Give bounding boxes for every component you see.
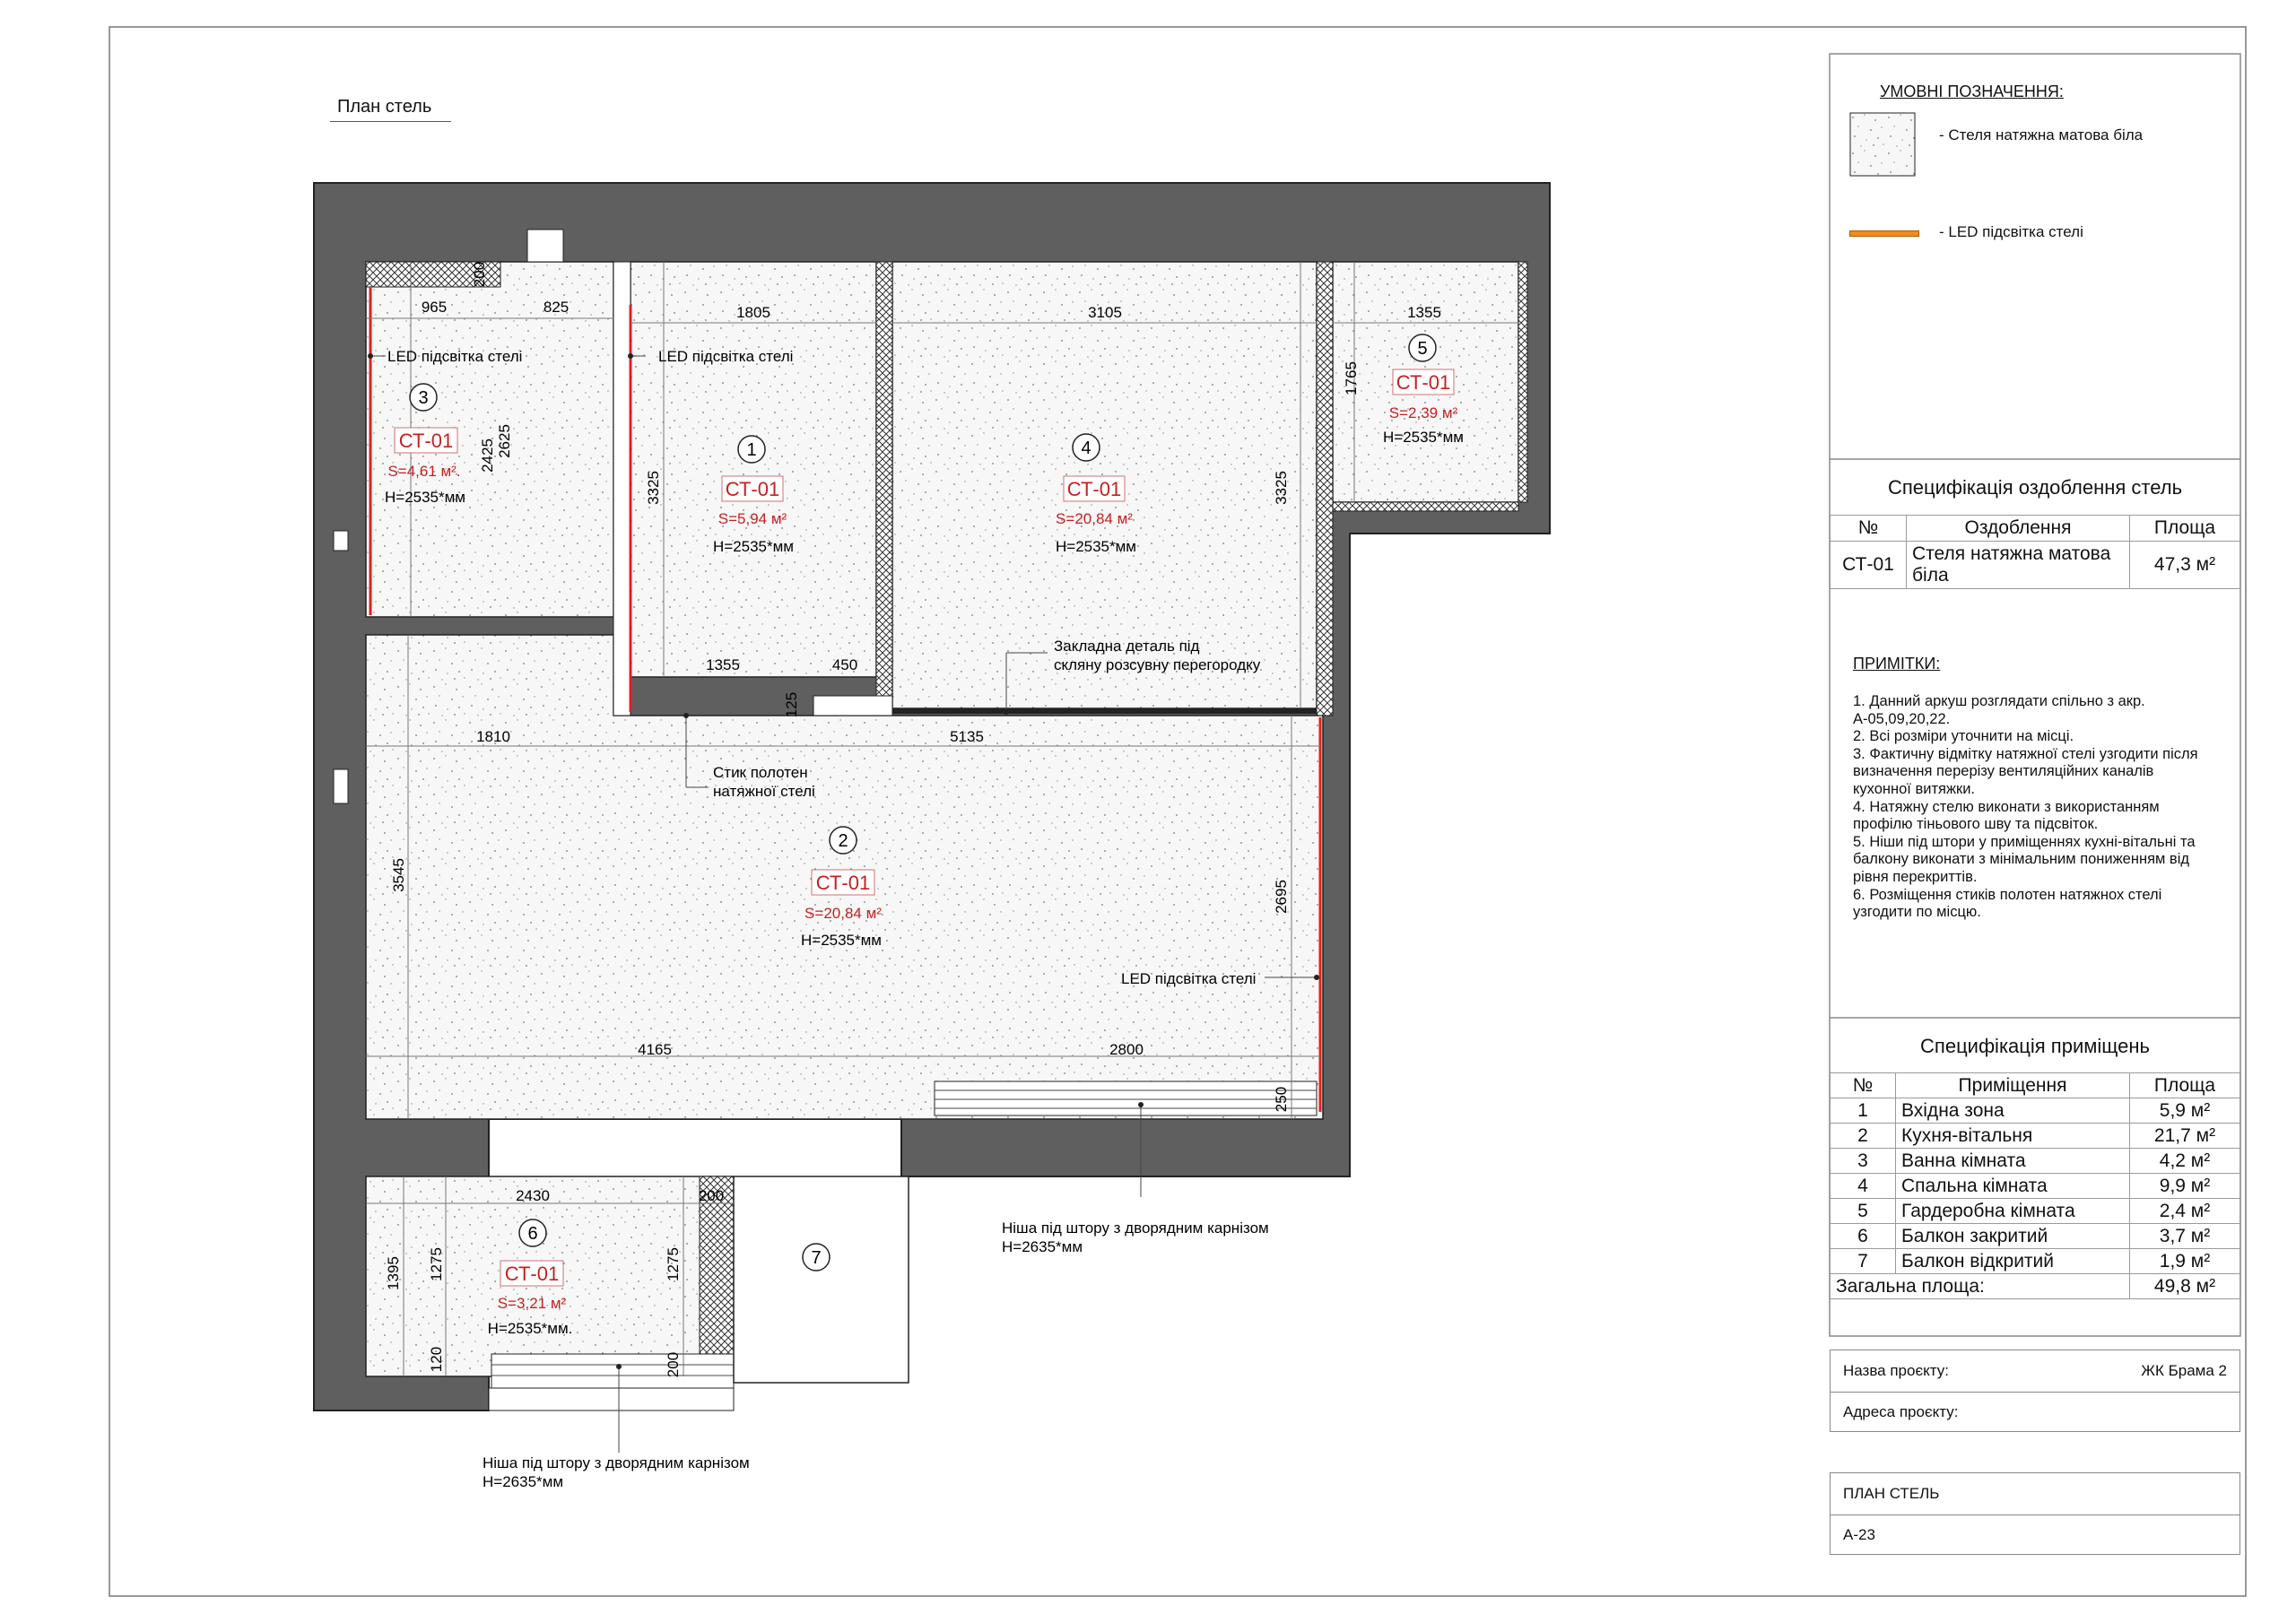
led-annotation: LED підсвітка стелі <box>387 348 523 365</box>
dim-label: 2425 <box>479 438 496 473</box>
led-annotation: LED підсвітка стелі <box>1121 970 1257 987</box>
dim-label: 2800 <box>1109 1041 1144 1058</box>
note-line: узгодити по місцю. <box>1853 904 1981 921</box>
room-3-area: S=4,61 м². <box>387 463 461 480</box>
title-block-project <box>1830 1350 2240 1432</box>
table-row <box>1831 1249 2240 1274</box>
dim-label: 2695 <box>1273 880 1290 914</box>
note-line: профілю тіньового шву та підсвіток. <box>1853 816 2099 833</box>
dim-label: 1805 <box>736 304 770 321</box>
room-6-number: 6 <box>527 1224 538 1244</box>
dim-label: 200 <box>471 261 488 288</box>
room-1-area: S=5,94 м² <box>718 510 787 527</box>
finish-spec-table <box>1830 515 2240 589</box>
table-row-total <box>1831 1274 2240 1299</box>
embed-annotation-line-1: Закладна деталь під <box>1054 638 1200 655</box>
room-spec-title: Специфікація приміщень <box>1920 1035 2150 1057</box>
dim-label: 1355 <box>1407 304 1441 321</box>
room-spec-cell: Балкон відкритий <box>1896 1249 2130 1274</box>
dim-label: 1765 <box>1343 361 1360 395</box>
room-spec-cell: 4 <box>1831 1174 1896 1199</box>
dim-label: 200 <box>665 1351 682 1378</box>
address-label: Адреса проєкту: <box>1843 1403 1959 1420</box>
joint-annotation-line-1: Стик полотен <box>713 764 808 781</box>
finish-spec-header: № <box>1831 516 1907 542</box>
dim-label: 1275 <box>428 1247 445 1281</box>
room-6-area: S=3,21 м² <box>497 1295 567 1312</box>
dim-label: 5135 <box>950 728 984 745</box>
legend-heading: УМОВНІ ПОЗНАЧЕННЯ: <box>1880 82 2064 100</box>
room-spec-total-label: Загальна площа: <box>1831 1274 2130 1299</box>
room-spec-header: Приміщення <box>1896 1073 2130 1098</box>
finish-spec <box>1830 473 2240 589</box>
dim-label: 120 <box>428 1346 445 1373</box>
note-line: 2. Всі розміри уточнити на місці. <box>1853 728 2074 745</box>
room-spec-total-value: 49,8 м² <box>2130 1274 2240 1299</box>
room-spec-cell: Спальна кімната <box>1896 1174 2130 1199</box>
finish-spec-cell: Стеля натяжна матова біла <box>1907 542 2130 589</box>
dim-label: 2625 <box>496 424 513 458</box>
dim-label: 1355 <box>706 656 740 673</box>
legend-item: - Стеля натяжна матова біла <box>1939 126 2144 143</box>
room-3-height: H=2535*мм <box>384 489 466 506</box>
room-spec-cell: Балкон закритий <box>1896 1224 2130 1249</box>
note-line: 5. Ніши під штори у приміщеннях кухні-вітальні та <box>1853 833 2196 850</box>
finish-spec-title: Специфікація оздоблення стель <box>1887 476 2183 499</box>
note-line: кухонної витяжки. <box>1853 780 1975 797</box>
room-spec-cell: 1,9 м² <box>2130 1249 2240 1274</box>
niche-annotation-line-1: Ніша під штору з дворядним карнізом <box>1002 1219 1269 1237</box>
room-spec-cell: Гардеробна кімната <box>1896 1199 2130 1224</box>
legend-swatch-led <box>1849 230 1919 237</box>
room-1-number: 1 <box>746 440 757 460</box>
table-row <box>1831 1124 2240 1149</box>
niche-annotation-line-2: H=2635*мм <box>483 1473 564 1490</box>
title-block-sheet <box>1830 1472 2240 1555</box>
finish-spec-cell: СТ-01 <box>1831 542 1907 589</box>
dim-label: 450 <box>831 656 858 673</box>
room-5-number: 5 <box>1417 339 1428 359</box>
dim-label: 3325 <box>1273 471 1290 505</box>
dim-label: 3105 <box>1088 304 1122 321</box>
table-row <box>1831 1098 2240 1124</box>
room-4-number: 4 <box>1081 438 1091 458</box>
room-4-area: S=20,84 м² <box>1056 510 1133 527</box>
room-spec-table <box>1830 1072 2240 1299</box>
led-annotation: LED підсвітка стелі <box>658 348 794 365</box>
room-spec-cell: 1 <box>1831 1098 1896 1124</box>
niche-annotation-line-2: H=2635*мм <box>1002 1238 1083 1255</box>
table-row <box>1831 1149 2240 1174</box>
room-spec-header: № <box>1831 1073 1896 1098</box>
dim-label: 1395 <box>385 1256 402 1290</box>
note-line: А-05,09,20,22. <box>1853 710 1951 727</box>
table-row <box>1831 1224 2240 1249</box>
project-value: ЖК Брама 2 <box>2141 1362 2227 1379</box>
room-spec-cell: 9,9 м² <box>2130 1174 2240 1199</box>
room-spec-cell: 3 <box>1831 1149 1896 1174</box>
room-7-number: 7 <box>811 1248 822 1268</box>
room-4-height: H=2535*мм <box>1055 538 1137 555</box>
niche-annotation-line-1: Ніша під штору з дворядним карнізом <box>483 1454 750 1471</box>
room-5-height: H=2535*мм <box>1382 429 1465 446</box>
dim-label: 2430 <box>516 1187 550 1204</box>
dim-label: 125 <box>783 691 800 718</box>
room-spec-cell: 21,7 м² <box>2130 1124 2240 1149</box>
notes-heading: ПРИМІТКИ: <box>1853 655 1941 673</box>
note-line: 1. Данний аркуш розглядати спільно з акр. <box>1853 693 2145 709</box>
room-spec-cell: Ванна кімната <box>1896 1149 2130 1174</box>
room-6-code: СТ-01 <box>504 1263 560 1285</box>
room-5-code: СТ-01 <box>1396 371 1451 394</box>
room-spec-cell: 4,2 м² <box>2130 1149 2240 1174</box>
room-2-height: H=2535*мм <box>800 932 883 949</box>
embed-annotation-line-2: скляну розсувну перегородку <box>1054 656 1261 673</box>
room-spec <box>1830 1031 2240 1299</box>
room-3-number: 3 <box>418 388 429 408</box>
room-spec-header: Площа <box>2130 1073 2240 1098</box>
finish-spec-header: Оздоблення <box>1907 516 2130 542</box>
project-label: Назва проєкту: <box>1843 1362 1949 1379</box>
room-1-code: СТ-01 <box>725 478 780 500</box>
dim-label: 250 <box>1273 1086 1290 1113</box>
notes <box>1830 655 2240 922</box>
room-2-code: СТ-01 <box>815 872 871 894</box>
room-spec-cell: Вхідна зона <box>1896 1098 2130 1124</box>
room-spec-cell: Кухня-вітальня <box>1896 1124 2130 1149</box>
note-line: рівня перекриттів. <box>1853 868 1978 885</box>
note-line: балкону виконати з мінімальним пониженням від <box>1853 851 2189 868</box>
joint-annotation-line-2: натяжної стелі <box>713 783 815 800</box>
room-6-height: H=2535*мм. <box>487 1320 573 1337</box>
room-spec-cell: 5,9 м² <box>2130 1098 2240 1124</box>
room-spec-cell: 3,7 м² <box>2130 1224 2240 1249</box>
room-2-number: 2 <box>838 831 848 851</box>
note-line: визначення перерізу вентиляційних каналів <box>1853 763 2154 780</box>
room-3-code: СТ-01 <box>398 430 454 452</box>
legend-swatch-stipple <box>1849 112 1916 177</box>
sheet-code: А-23 <box>1843 1526 1875 1543</box>
sheet-name: ПЛАН СТЕЛЬ <box>1843 1485 1940 1502</box>
room-2-area: S=20,84 м² <box>804 905 882 922</box>
dim-label: 3545 <box>390 858 407 892</box>
dim-label: 1275 <box>665 1247 682 1281</box>
finish-spec-header: Площа <box>2130 516 2240 542</box>
room-spec-cell: 2,4 м² <box>2130 1199 2240 1224</box>
room-spec-cell: 6 <box>1831 1224 1896 1249</box>
dim-label: 200 <box>698 1187 725 1204</box>
table-row <box>1831 1174 2240 1199</box>
table-row <box>1831 1199 2240 1224</box>
room-5-area: S=2,39 м² <box>1388 404 1458 421</box>
finish-spec-cell: 47,3 м² <box>2130 542 2240 589</box>
note-line: 6. Розміщення стиків полотен натяжнох стелі <box>1853 886 2162 903</box>
room-spec-cell: 2 <box>1831 1124 1896 1149</box>
dim-label: 965 <box>421 299 448 316</box>
legend <box>1830 82 2240 238</box>
room-spec-cell: 5 <box>1831 1199 1896 1224</box>
note-line: 4. Натяжну стелю виконати з використанням <box>1853 798 2160 815</box>
room-4-code: СТ-01 <box>1066 478 1122 500</box>
dim-label: 3325 <box>645 471 662 505</box>
dim-label: 1810 <box>476 728 510 745</box>
sheet-title: План стель <box>337 97 451 122</box>
note-line: 3. Фактичну відмітку натяжної стелі узгодити після <box>1853 745 2198 762</box>
dim-label: 825 <box>543 299 570 316</box>
legend-item: - LED підсвітка стелі <box>1939 223 2083 240</box>
room-1-height: H=2535*мм <box>712 538 795 555</box>
dim-label: 4165 <box>638 1041 672 1058</box>
room-spec-cell: 7 <box>1831 1249 1896 1274</box>
